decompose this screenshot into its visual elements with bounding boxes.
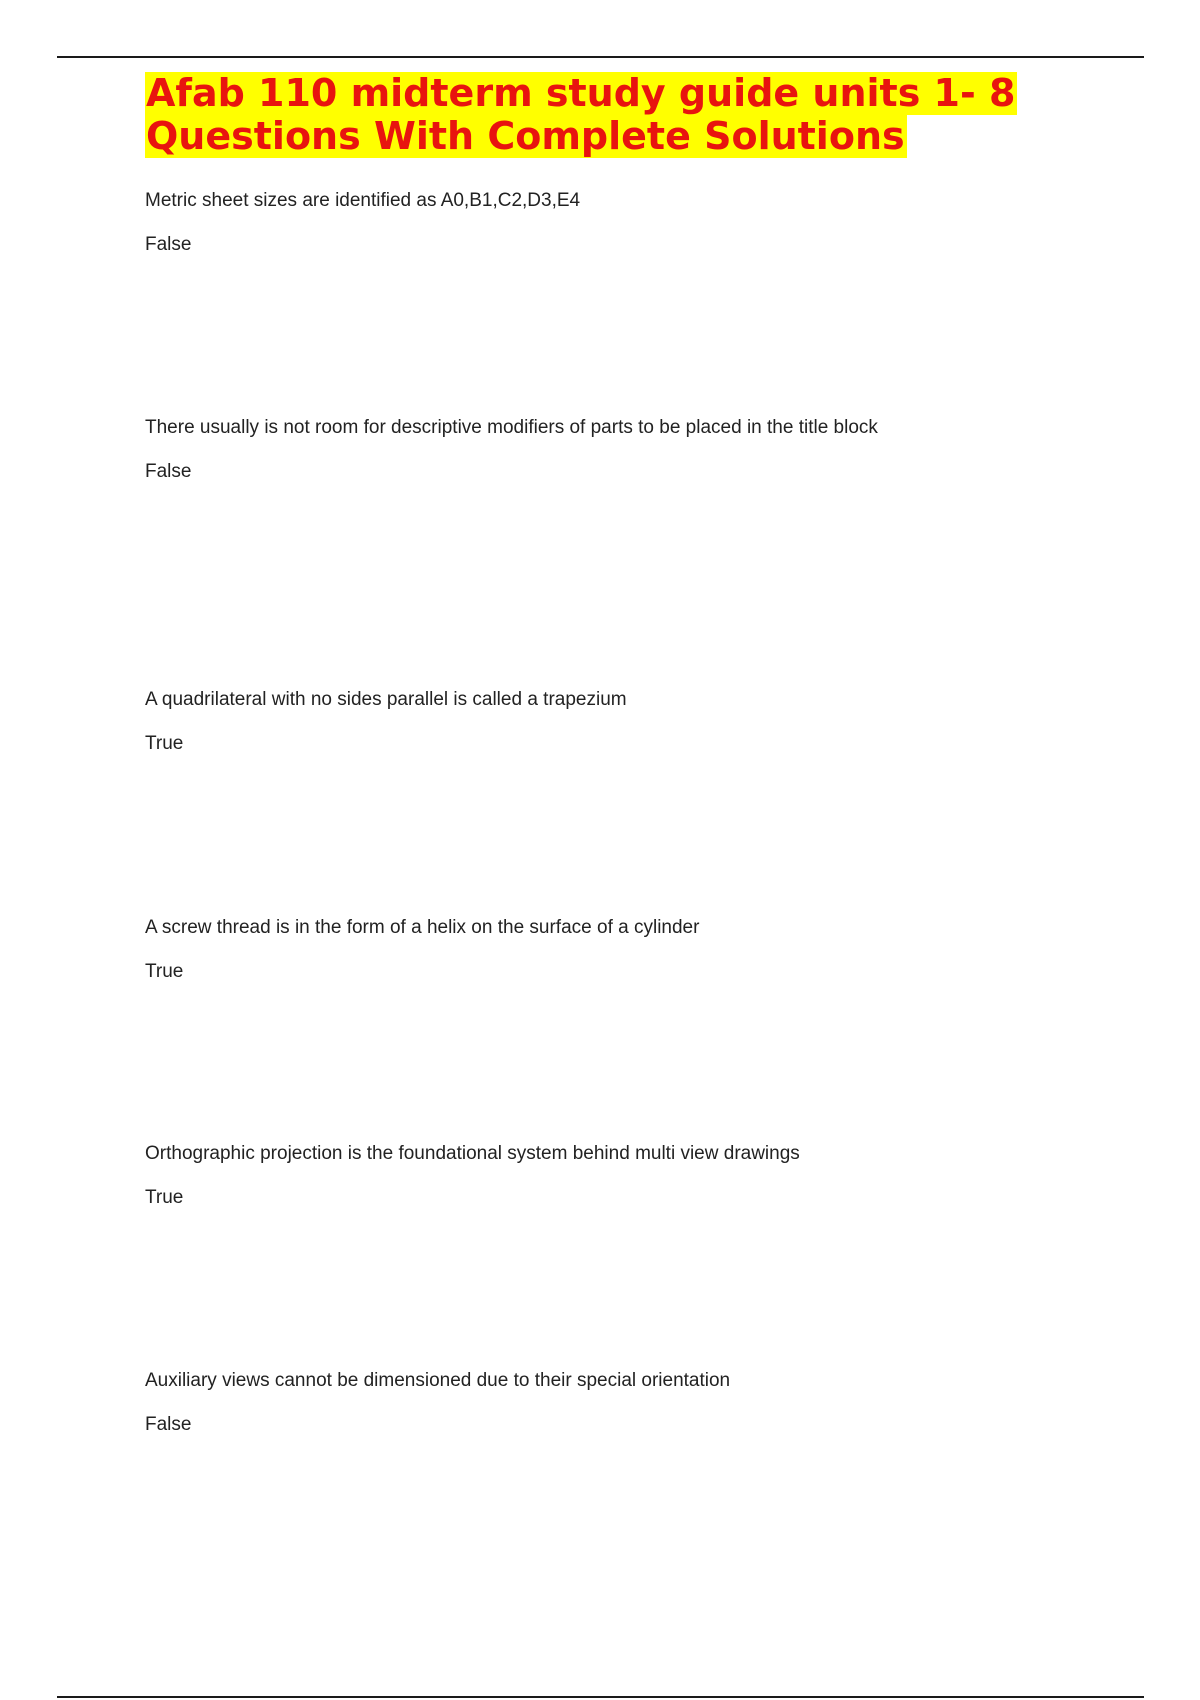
question-text: A screw thread is in the form of a helix on the surface of a cylinder	[145, 917, 700, 938]
question-text: A quadrilateral with no sides parallel is called a trapezium	[145, 689, 627, 710]
question-text: Auxiliary views cannot be dimensioned due to their special orientation	[145, 1370, 731, 1391]
answer-text: False	[145, 1414, 192, 1435]
answer-text: False	[145, 234, 192, 255]
qa-item-6	[145, 1369, 730, 1437]
answer-text: True	[145, 1187, 184, 1208]
document-title	[145, 72, 1017, 158]
footer-rule	[57, 1696, 1144, 1698]
question-text: Metric sheet sizes are identified as A0,B1,C2,D3,E4	[145, 190, 581, 211]
qa-item-2	[145, 416, 878, 484]
question-text: There usually is not room for descriptive modifiers of parts to be placed in the title block	[145, 417, 878, 438]
qa-item-3	[145, 688, 627, 756]
question-text: Orthographic projection is the foundational system behind multi view drawings	[145, 1143, 800, 1164]
qa-item-1	[145, 189, 580, 257]
answer-text: False	[145, 461, 192, 482]
title-line-1: Afab 110 midterm study guide units 1- 8	[146, 71, 1016, 115]
qa-item-5	[145, 1142, 800, 1210]
header-rule	[57, 56, 1144, 58]
title-line-2: Questions With Complete Solutions	[146, 114, 905, 158]
answer-text: True	[145, 733, 184, 754]
qa-item-4	[145, 916, 699, 984]
answer-text: True	[145, 961, 184, 982]
